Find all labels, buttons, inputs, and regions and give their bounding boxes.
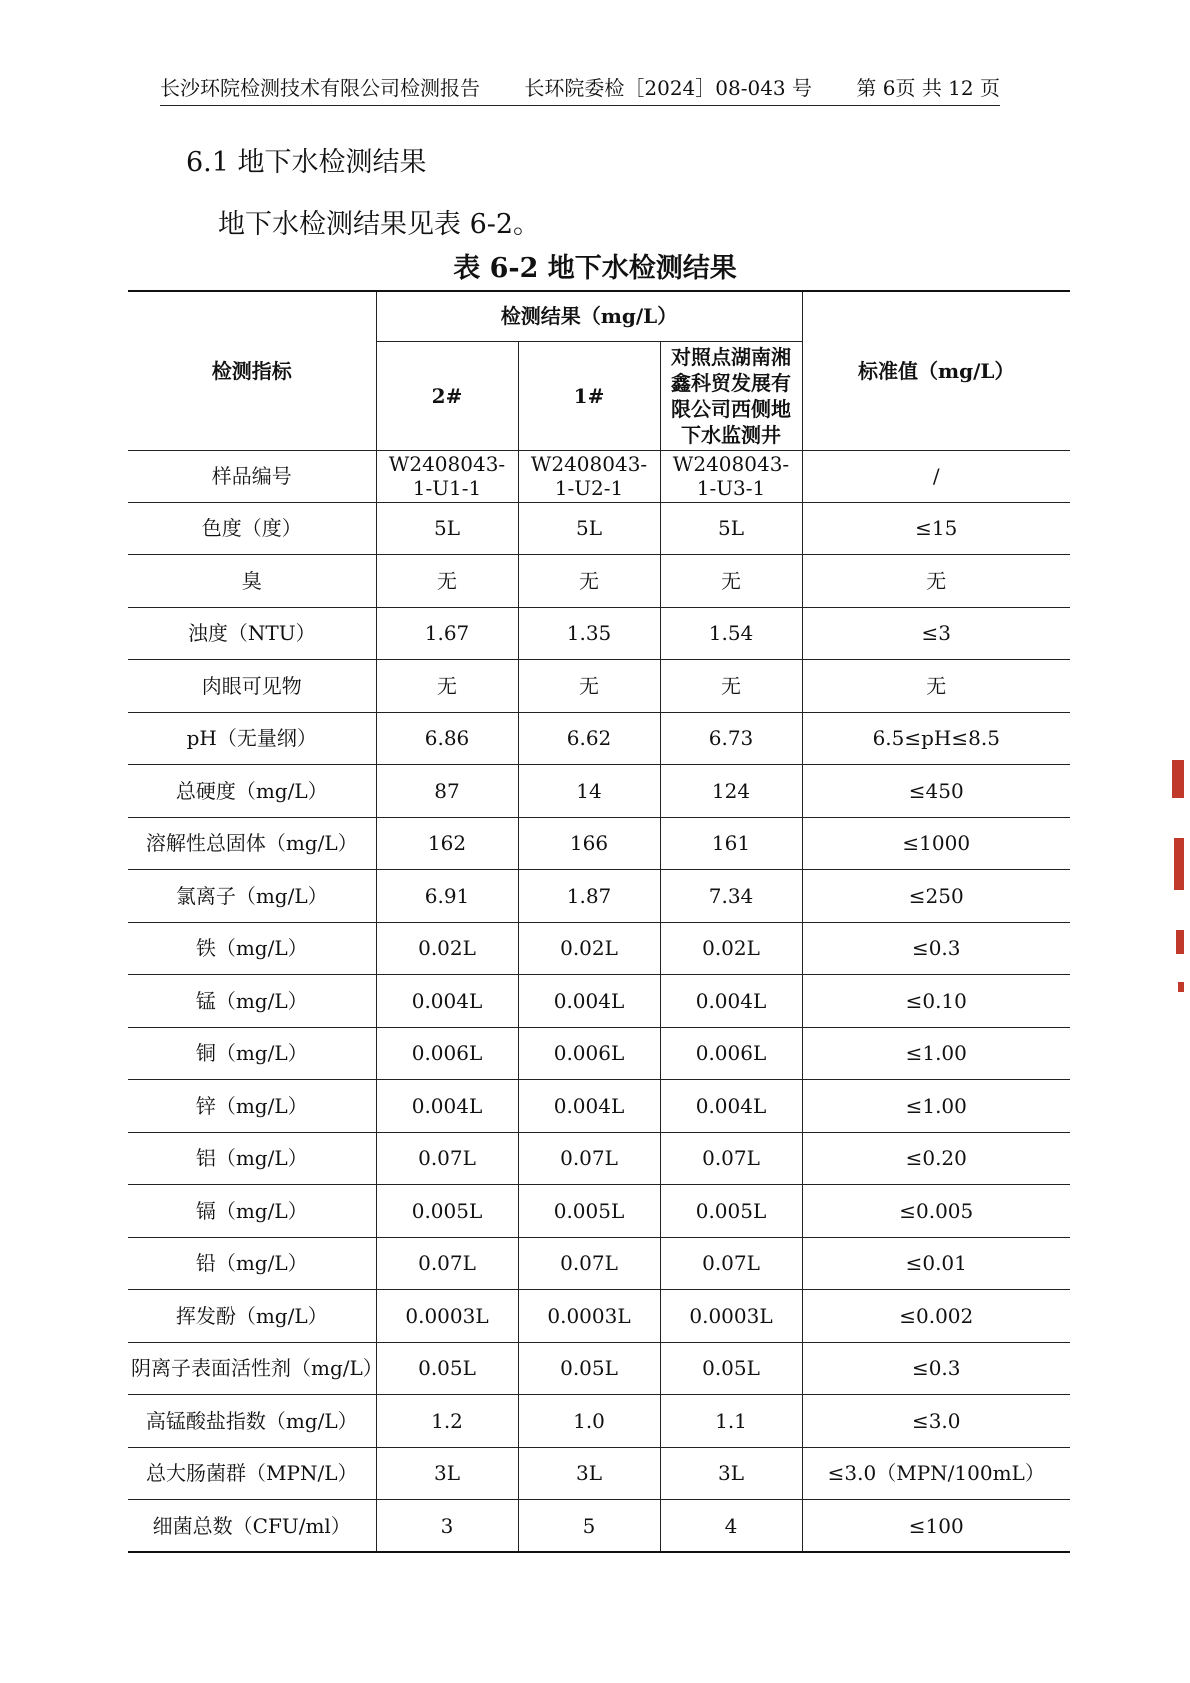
value-col-1: 3L xyxy=(518,1447,660,1500)
sample-id-col1: W2408043-1-U1-1 xyxy=(376,450,518,502)
standard-value: ≤3.0（MPN/100mL） xyxy=(802,1447,1070,1500)
value-col-1: 0.004L xyxy=(518,975,660,1028)
indicator-name: 铜（mg/L） xyxy=(128,1027,376,1080)
value-col-control: 无 xyxy=(660,660,802,713)
sample-id-col3: W2408043-1-U3-1 xyxy=(660,450,802,502)
report-header xyxy=(160,72,1000,106)
value-col-2: 0.0003L xyxy=(376,1290,518,1343)
standard-value: ≤15 xyxy=(802,502,1070,555)
groundwater-results-table xyxy=(128,290,1070,1553)
value-col-control: 0.05L xyxy=(660,1342,802,1395)
table-row xyxy=(128,1080,1070,1133)
standard-value: ≤3 xyxy=(802,607,1070,660)
table-row xyxy=(128,502,1070,555)
table-row xyxy=(128,975,1070,1028)
value-col-1: 0.005L xyxy=(518,1185,660,1238)
standard-value: ≤3.0 xyxy=(802,1395,1070,1448)
standard-value: 无 xyxy=(802,660,1070,713)
standard-value: ≤450 xyxy=(802,765,1070,818)
table-row xyxy=(128,922,1070,975)
edge-seal-mark xyxy=(1174,838,1184,890)
indicator-name: 氯离子（mg/L） xyxy=(128,870,376,923)
value-col-1: 1.0 xyxy=(518,1395,660,1448)
value-col-2: 0.05L xyxy=(376,1342,518,1395)
sample-id-col2: W2408043-1-U2-1 xyxy=(518,450,660,502)
value-col-control: 1.1 xyxy=(660,1395,802,1448)
value-col-control: 6.73 xyxy=(660,712,802,765)
value-col-2: 1.67 xyxy=(376,607,518,660)
value-col-control: 0.005L xyxy=(660,1185,802,1238)
header-standard: 标准值（mg/L） xyxy=(802,291,1070,450)
value-col-2: 162 xyxy=(376,817,518,870)
header-col-1: 1# xyxy=(518,341,660,450)
standard-value: ≤0.01 xyxy=(802,1237,1070,1290)
table-row xyxy=(128,712,1070,765)
header-col-2: 2# xyxy=(376,341,518,450)
value-col-1: 无 xyxy=(518,555,660,608)
table-row xyxy=(128,1027,1070,1080)
standard-value: ≤0.3 xyxy=(802,922,1070,975)
header-org-report: 长沙环院检测技术有限公司检测报告 xyxy=(160,76,480,100)
table-row xyxy=(128,1185,1070,1238)
value-col-control: 5L xyxy=(660,502,802,555)
value-col-1: 0.05L xyxy=(518,1342,660,1395)
edge-seal-mark xyxy=(1176,930,1184,954)
value-col-2: 0.004L xyxy=(376,1080,518,1133)
value-col-control: 0.02L xyxy=(660,922,802,975)
sample-id-standard: / xyxy=(802,450,1070,502)
value-col-2: 0.02L xyxy=(376,922,518,975)
indicator-name: 镉（mg/L） xyxy=(128,1185,376,1238)
indicator-name: 细菌总数（CFU/ml） xyxy=(128,1500,376,1553)
table-row xyxy=(128,1500,1070,1553)
standard-value: 6.5≤pH≤8.5 xyxy=(802,712,1070,765)
table-row xyxy=(128,1342,1070,1395)
indicator-name: 溶解性总固体（mg/L） xyxy=(128,817,376,870)
header-indicator: 检测指标 xyxy=(128,291,376,450)
value-col-2: 6.91 xyxy=(376,870,518,923)
value-col-control: 0.004L xyxy=(660,1080,802,1133)
value-col-1: 1.35 xyxy=(518,607,660,660)
indicator-name: 锌（mg/L） xyxy=(128,1080,376,1133)
table-row xyxy=(128,555,1070,608)
value-col-2: 0.006L xyxy=(376,1027,518,1080)
table-row xyxy=(128,660,1070,713)
value-col-control: 0.0003L xyxy=(660,1290,802,1343)
header-page-info: 第 6页 共 12 页 xyxy=(856,76,1000,100)
value-col-1: 6.62 xyxy=(518,712,660,765)
value-col-control: 3L xyxy=(660,1447,802,1500)
header-results-group: 检测结果（mg/L） xyxy=(376,291,802,341)
standard-value: ≤0.10 xyxy=(802,975,1070,1028)
indicator-name: 色度（度） xyxy=(128,502,376,555)
indicator-name: 肉眼可见物 xyxy=(128,660,376,713)
standard-value: ≤0.005 xyxy=(802,1185,1070,1238)
value-col-2: 5L xyxy=(376,502,518,555)
indicator-name: 总大肠菌群（MPN/L） xyxy=(128,1447,376,1500)
indicator-name: pH（无量纲） xyxy=(128,712,376,765)
indicator-name: 铁（mg/L） xyxy=(128,922,376,975)
table-row xyxy=(128,1447,1070,1500)
value-col-2: 0.005L xyxy=(376,1185,518,1238)
indicator-name: 臭 xyxy=(128,555,376,608)
value-col-1: 0.02L xyxy=(518,922,660,975)
value-col-1: 0.0003L xyxy=(518,1290,660,1343)
value-col-2: 87 xyxy=(376,765,518,818)
value-col-1: 166 xyxy=(518,817,660,870)
table-row xyxy=(128,1290,1070,1343)
sample-id-row xyxy=(128,450,1070,502)
indicator-name: 铝（mg/L） xyxy=(128,1132,376,1185)
table-row xyxy=(128,765,1070,818)
value-col-2: 1.2 xyxy=(376,1395,518,1448)
value-col-2: 3 xyxy=(376,1500,518,1553)
value-col-control: 7.34 xyxy=(660,870,802,923)
table-row xyxy=(128,870,1070,923)
value-col-1: 0.004L xyxy=(518,1080,660,1133)
table-row xyxy=(128,1395,1070,1448)
value-col-control: 0.07L xyxy=(660,1237,802,1290)
value-col-1: 无 xyxy=(518,660,660,713)
table-caption: 表 6-2 地下水检测结果 xyxy=(453,253,737,284)
indicator-name: 高锰酸盐指数（mg/L） xyxy=(128,1395,376,1448)
standard-value: ≤0.3 xyxy=(802,1342,1070,1395)
indicator-name: 浊度（NTU） xyxy=(128,607,376,660)
value-col-2: 无 xyxy=(376,555,518,608)
standard-value: ≤0.002 xyxy=(802,1290,1070,1343)
value-col-2: 0.004L xyxy=(376,975,518,1028)
section-intro: 地下水检测结果见表 6-2。 xyxy=(218,209,541,240)
standard-value: ≤250 xyxy=(802,870,1070,923)
value-col-1: 1.87 xyxy=(518,870,660,923)
standard-value: ≤0.20 xyxy=(802,1132,1070,1185)
value-col-1: 5 xyxy=(518,1500,660,1553)
value-col-2: 0.07L xyxy=(376,1132,518,1185)
standard-value: ≤1000 xyxy=(802,817,1070,870)
value-col-control: 无 xyxy=(660,555,802,608)
value-col-control: 161 xyxy=(660,817,802,870)
value-col-2: 0.07L xyxy=(376,1237,518,1290)
value-col-1: 0.07L xyxy=(518,1132,660,1185)
indicator-name: 阴离子表面活性剂（mg/L） xyxy=(128,1342,376,1395)
value-col-control: 0.004L xyxy=(660,975,802,1028)
indicator-name: 挥发酚（mg/L） xyxy=(128,1290,376,1343)
standard-value: 无 xyxy=(802,555,1070,608)
indicator-name: 铅（mg/L） xyxy=(128,1237,376,1290)
section-title: 6.1 地下水检测结果 xyxy=(186,147,427,178)
value-col-1: 0.07L xyxy=(518,1237,660,1290)
value-col-2: 3L xyxy=(376,1447,518,1500)
indicator-name: 总硬度（mg/L） xyxy=(128,765,376,818)
value-col-2: 无 xyxy=(376,660,518,713)
value-col-control: 1.54 xyxy=(660,607,802,660)
edge-seal-mark xyxy=(1178,982,1184,992)
standard-value: ≤100 xyxy=(802,1500,1070,1553)
value-col-control: 4 xyxy=(660,1500,802,1553)
standard-value: ≤1.00 xyxy=(802,1080,1070,1133)
table-row xyxy=(128,1132,1070,1185)
table-row xyxy=(128,817,1070,870)
value-col-2: 6.86 xyxy=(376,712,518,765)
value-col-1: 5L xyxy=(518,502,660,555)
value-col-control: 0.07L xyxy=(660,1132,802,1185)
table-row xyxy=(128,1237,1070,1290)
edge-seal-mark xyxy=(1172,760,1184,798)
indicator-name: 锰（mg/L） xyxy=(128,975,376,1028)
header-col-control: 对照点湖南湘鑫科贸发展有限公司西侧地下水监测井 xyxy=(660,341,802,450)
value-col-control: 0.006L xyxy=(660,1027,802,1080)
header-report-number: 长环院委检［2024］08-043 号 xyxy=(524,76,813,100)
value-col-control: 124 xyxy=(660,765,802,818)
value-col-1: 0.006L xyxy=(518,1027,660,1080)
table-row xyxy=(128,607,1070,660)
standard-value: ≤1.00 xyxy=(802,1027,1070,1080)
sample-id-label: 样品编号 xyxy=(128,450,376,502)
value-col-1: 14 xyxy=(518,765,660,818)
